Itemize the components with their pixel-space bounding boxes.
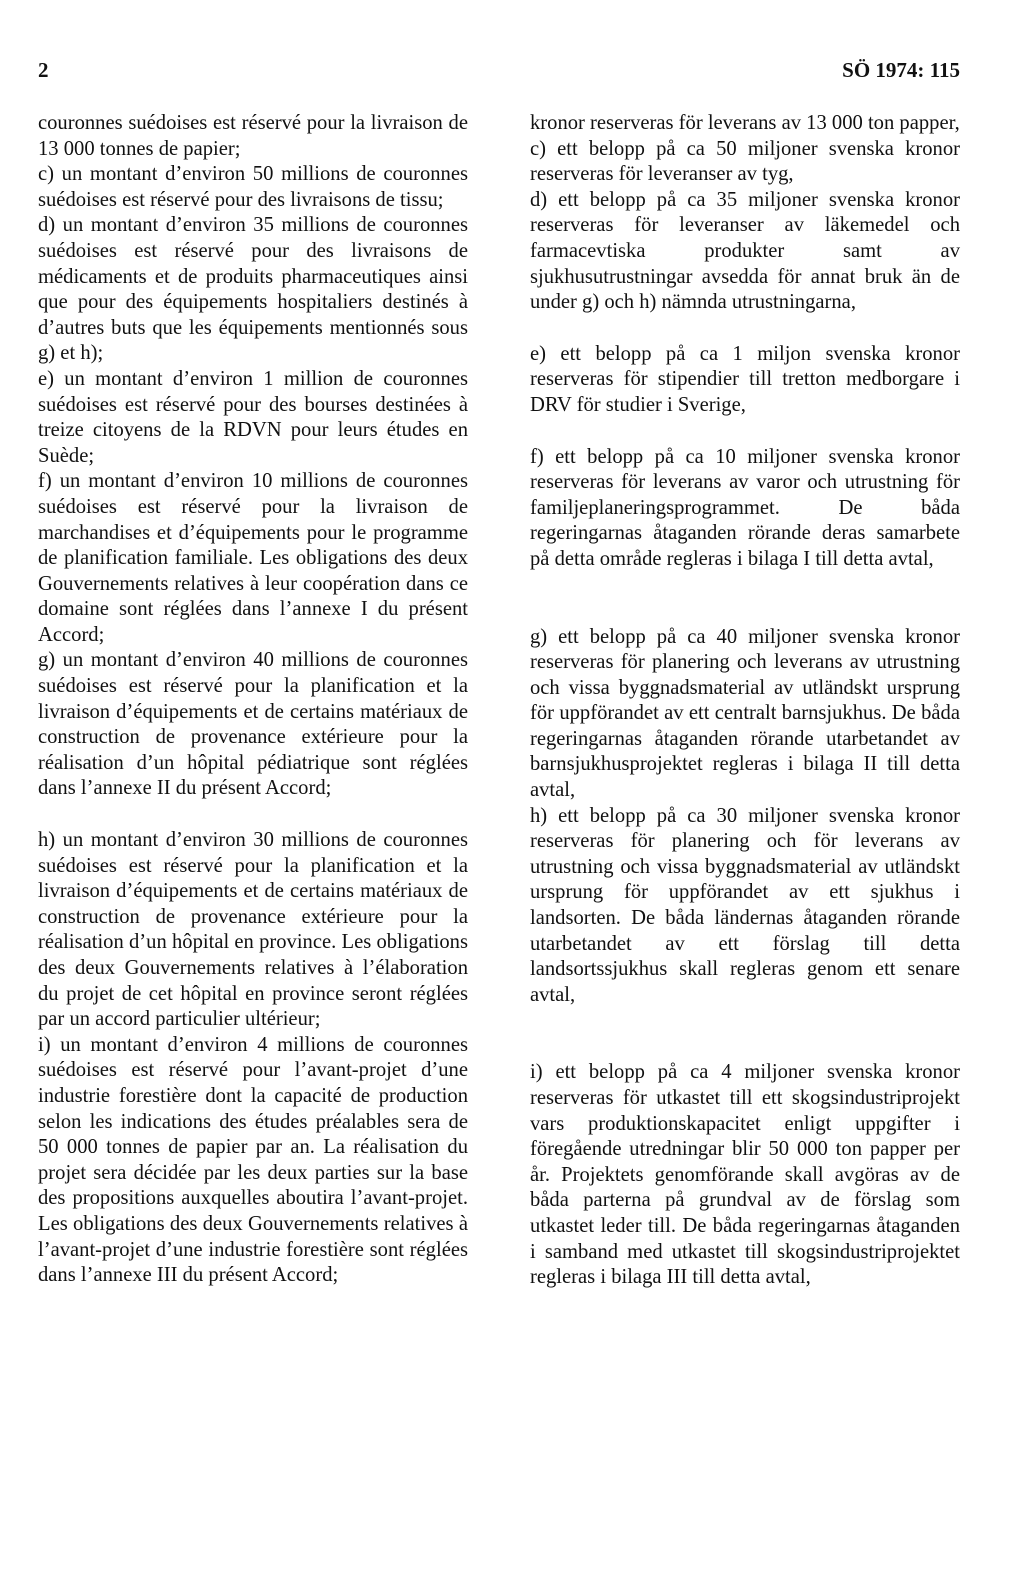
fr-paragraph-f: f) un montant d’environ 10 millions de couronnes suédoises est réservé pour la livraison de marchandises et d’équipements pour le programme de planification familiale. Les obligations des deux Gouvernements relatives à leur coopération dans ce domaine sont réglées dans l’annexe I du présent Accord; <box>38 470 468 646</box>
fr-paragraph-c: c) un montant d’environ 50 millions de couronnes suédoises est réservé pour des livraisons de tissu; <box>38 163 468 211</box>
sv-paragraph-i: i) ett belopp på ca 4 miljoner svenska kronor reserveras för utkastet till ett skogsindustriprojekt vars produktionskapacitet enligt uppgifter i föregående utredningar blir 50 000 ton papper per år. Projektets genomförande skall avgöras av de båda parterna på grundval av de förslag som utkastet leder till. De båda regeringarnas åtaganden i samband med utkastet till skogsindustriprojektet regleras i bilaga III till detta avtal, <box>530 1061 960 1289</box>
fr-paragraph-d: d) un montant d’environ 35 millions de couronnes suédoises est réservé pour des livraisons de médicaments et de produits pharmaceutiques ainsi que pour des équipements hospitaliers destinés à d’autres buts que les équipements mentionnés sous g) et h); <box>38 214 468 365</box>
page-header <box>38 58 960 88</box>
sv-paragraph-d: d) ett belopp på ca 35 miljoner svenska kronor reserveras för leveranser av läkemedel och farmacevtiska produkter samt av sjukhusutrustningar avsedda för annat bruk än de under g) och h) nämnda utrustningarna, <box>530 188 960 314</box>
sv-paragraph-c: c) ett belopp på ca 50 miljoner svenska kronor reserveras för leveranser av tyg, <box>530 137 960 186</box>
page-number: 2 <box>38 58 49 82</box>
sv-paragraph-e: e) ett belopp på ca 1 miljon svenska kronor reserveras för stipendier till tretton medborgare i DRV för studier i Sverige, <box>530 342 960 416</box>
french-column <box>38 111 468 1289</box>
sv-paragraph-h: h) ett belopp på ca 30 miljoner svenska kronor reserveras för planering och för leverans av utrustning och vissa byggnadsmaterial av utländskt ursprung för uppförandet av ett sjukhus i landsorten. De båda ländernas åtaganden rörande utarbetandet av ett förslag till detta landsortssjukhus skall regleras genom ett senare avtal, <box>530 804 960 1006</box>
sv-paragraph-continuation: kronor reserveras för leverans av 13 000 ton papper, <box>530 112 960 134</box>
fr-paragraph-continuation: couronnes suédoises est réservé pour la livraison de 13 000 tonnes de papier; <box>38 112 468 160</box>
sv-paragraph-f: f) ett belopp på ca 10 miljoner svenska kronor reserveras för leverans av varor och utrustning för familjeplaneringsprogrammet. De båda regeringarnas åtaganden rörande deras samarbete på detta område regleras i bilaga I till detta avtal, <box>530 445 960 570</box>
fr-paragraph-g: g) un montant d’environ 40 millions de couronnes suédoises est réservé pour la planification et la livraison d’équipements et de certains matériaux de construction de provenance extérieure pour la réalisation d’un hôpital pédiatrique sont réglées dans l’annexe II du présent Accord; <box>38 649 468 800</box>
swedish-column <box>530 111 960 1291</box>
fr-paragraph-i: i) un montant d’environ 4 millions de couronnes suédoises est réservé pour l’avant-projet d’une industrie forestière dont la capacité de production selon les indications des études préalables sera de 50 000 tonnes de papier par an. La réalisation du projet sera décidée par les deux parties sur la base des propositions auxquelles aboutira l’avant-projet. Les obligations des deux Gouvernements relatives à l’avant-projet d’une industrie forestière sont réglées dans l’annexe III du présent Accord; <box>38 1033 468 1287</box>
document-reference: SÖ 1974: 115 <box>842 58 960 82</box>
sv-paragraph-g: g) ett belopp på ca 40 miljoner svenska kronor reserveras för planering och leverans av utrustning och vissa byggnadsmaterial av utländskt ursprung för uppförandet av ett centralt barnsjukhus. De båda regeringarnas åtaganden rörande utarbetandet av barnsjukhusprojektet regleras i bilaga II till detta avtal, <box>530 625 960 802</box>
fr-paragraph-e: e) un montant d’environ 1 million de couronnes suédoises est réservé pour des bourses destinées à treize citoyens de la RDVN pour leurs études en Suède; <box>38 367 468 467</box>
fr-paragraph-h: h) un montant d’environ 30 millions de couronnes suédoises est réservé pour la planification et la livraison d’équipements et de certains matériaux de construction de provenance extérieure pour la réalisation d’un hôpital en province. Les obligations des deux Gouvernements relatives à l’élaboration du projet de cet hôpital en province seront réglées par un accord particulier ultérieur; <box>38 829 468 1031</box>
